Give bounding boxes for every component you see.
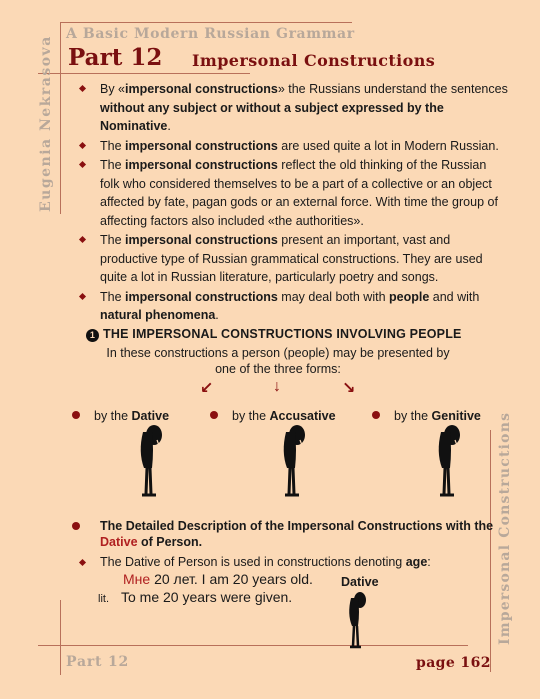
diamond-bullet-icon <box>79 141 86 148</box>
red-dot-icon <box>210 411 218 419</box>
section-number-badge: 1 <box>86 329 99 342</box>
frame-rule-left-bottom <box>60 600 61 675</box>
frame-rule-left-top <box>60 22 61 214</box>
section-intro: In these constructions a person (people) may be presented by one of the three forms: <box>106 346 450 376</box>
diamond-bullet-icon <box>79 85 86 92</box>
diamond-bullet-icon <box>79 292 86 299</box>
bowed-figure-accusative-icon <box>273 422 313 500</box>
bowed-figure-small-icon <box>341 590 373 650</box>
arrow-down-right-icon: ↘ <box>342 380 356 397</box>
author-name-vertical: Eugenia Nekrasova <box>38 35 54 212</box>
form-genitive: by the Genitive <box>372 409 481 423</box>
arrow-down-left-icon: ↙ <box>200 380 214 397</box>
form-dative: by the Dative <box>72 409 169 423</box>
age-description: The Dative of Person is used in constructions denoting age: <box>78 555 431 569</box>
book-title: A Basic Modern Russian Grammar <box>66 26 355 42</box>
footer-part-label: Part 12 <box>66 654 130 670</box>
part-subtitle: Impersonal Constructions <box>192 51 436 70</box>
example-russian: Мне 20 лет. I am 20 years old. <box>123 571 313 587</box>
bowed-figure-genitive-icon <box>428 422 468 500</box>
dative-figure-label: Dative <box>341 575 379 589</box>
form-accusative: by the Accusative <box>210 409 336 423</box>
frame-rule-bottom <box>38 645 468 646</box>
section-heading-text: THE IMPERSONAL CONSTRUCTIONS INVOLVING PEOPLE <box>103 327 462 341</box>
red-dot-icon <box>372 411 380 419</box>
diamond-bullet-icon <box>79 161 86 168</box>
bullet-item: The impersonal constructions reflect the old thinking of the Russian folk who considered themselves to be a part of a collective or an object affected by fate, pagan gods or an external force. With time the group of affecting factors also included «the authorities». <box>78 156 508 230</box>
intro-bullet-list <box>78 80 508 326</box>
part-title: Part 12 <box>68 44 163 71</box>
bowed-figure-dative-icon <box>130 422 170 500</box>
detail-heading: The Detailed Description of the Impersonal Constructions with the Dative of Person. <box>78 518 498 550</box>
example-literal: lit. To me 20 years were given. <box>98 589 293 605</box>
frame-rule-top <box>60 22 352 23</box>
red-dot-icon <box>72 522 80 530</box>
arrow-down-icon: ↓ <box>273 378 281 395</box>
frame-rule-under-title <box>38 73 250 74</box>
bullet-item: The impersonal constructions are used quite a lot in Modern Russian. <box>78 137 508 156</box>
frame-rule-right <box>490 430 491 672</box>
page-number: page 162 <box>416 655 491 671</box>
section-heading <box>86 327 462 342</box>
diamond-bullet-icon <box>79 236 86 243</box>
bullet-item: By «impersonal constructions» the Russians understand the sentences without any subject or without a subject expressed by the Nominative. <box>78 80 508 136</box>
bullet-item: The impersonal constructions may deal both with people and with natural phenomena. <box>78 288 508 325</box>
topic-vertical: Impersonal Constructions <box>497 411 513 645</box>
red-dot-icon <box>72 411 80 419</box>
bullet-item: The impersonal constructions present an important, vast and productive type of Russian grammatical constructions. They are used quite a lot in Russian literature, particularly poetry and songs. <box>78 231 508 287</box>
